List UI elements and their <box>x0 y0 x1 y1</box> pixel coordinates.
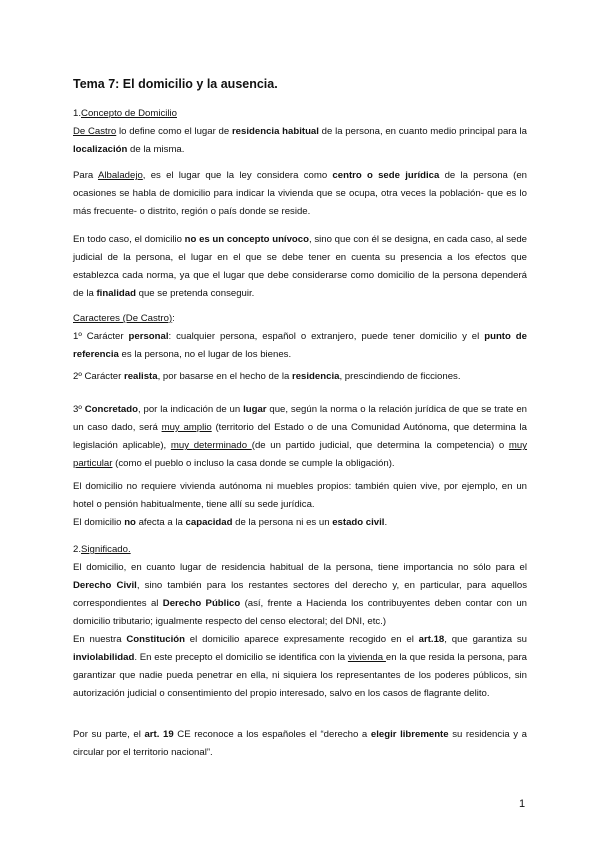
bold-text: Derecho Público <box>162 598 241 609</box>
text: de la persona (en ocasiones se habla de domicilio para indicar la vivienda que se ocupa, otra veces la población- que es lo más frecuente- o distrito, región o país donde se reside. <box>73 170 528 217</box>
text: 1º Carácter <box>73 331 129 342</box>
text: es la persona, no el lugar de los bienes. <box>118 349 292 360</box>
paragraph-art-19 <box>73 726 527 762</box>
text: el domicilio aparece expresamente recogido en el <box>184 634 419 645</box>
paragraph-importancia <box>73 559 527 631</box>
bold-text: estado civil <box>332 517 385 528</box>
bold-text: residencia habitual <box>231 126 319 137</box>
bold-text: no <box>124 517 136 528</box>
text: de la persona ni es un <box>232 517 333 528</box>
text: CE reconoce a los españoles el “derecho a <box>173 729 371 740</box>
section-number: 1. <box>73 108 82 119</box>
underlined-text: vivienda <box>347 652 386 663</box>
bold-text: Derecho Civil <box>73 580 137 591</box>
section-1-heading <box>73 105 527 123</box>
text: (de un partido judicial, que determina la competencia) o <box>251 440 509 451</box>
bold-text: elegir libremente <box>370 729 449 740</box>
bold-text: personal <box>128 331 169 342</box>
text: de la persona, en cuanto medio principal para la <box>318 126 528 137</box>
text: . En este precepto el domicilio se identifica con la <box>134 652 348 663</box>
text: Para <box>73 170 98 181</box>
section-2-significado <box>73 541 527 631</box>
text: 3º <box>73 404 85 415</box>
text: de la misma. <box>127 144 185 155</box>
caracter-2 <box>73 368 527 386</box>
text: , que garantiza su <box>444 634 527 645</box>
caracter-3 <box>73 401 527 473</box>
text: En todo caso, el domicilio <box>73 234 185 245</box>
nota-vivienda: El domicilio no requiere vivienda autónoma ni muebles propios: también quien vive, por ejemplo, en un hotel o pensión habitualmente, tiene allí su sede jurídica. <box>73 481 527 510</box>
text: , por basarse en el hecho de la <box>157 371 292 382</box>
caracter-1 <box>73 328 527 364</box>
bold-text: capacidad <box>185 517 233 528</box>
page-number: 1 <box>519 798 526 810</box>
text: afecta a la <box>135 517 186 528</box>
text: Por su parte, el <box>73 729 145 740</box>
section-1-concepto <box>73 105 527 159</box>
text: El domicilio <box>73 517 125 528</box>
bold-text: localización <box>73 144 128 155</box>
text: (así, frente a Hacienda los contribuyentes deben contar con un domicilio tributario; igualmente respecto del censo electoral; del DNI, etc.) <box>73 598 528 627</box>
text: lo define como el lugar de <box>116 126 232 137</box>
text: , sino que con él se designa, en cada caso, al sede judicial de la persona, el lugar en el que se debe tener en cuenta su presencia a los efectos que establezca cada norma, ya que el lugar que debe considerarse como domicilio de la persona dependerá de la <box>73 234 527 299</box>
bold-text: residencia <box>291 371 340 382</box>
heading-text: Caracteres (De Castro) <box>73 313 173 324</box>
text: En nuestra <box>73 634 127 645</box>
bold-text: no es un concepto unívoco <box>184 234 309 245</box>
text: (como el pueblo o incluso la casa donde se cumple la obligación). <box>112 458 395 469</box>
text: en la que resida la persona, para garantizar que nadie pueda penetrar en ella, ni siquiera los representantes de los poderes públicos, sin autorización judicial o consentimiento del propio interesado, salvo en los casos de flagrante delito. <box>73 652 527 699</box>
text: . <box>384 517 388 528</box>
underlined-text: muy determinado <box>170 440 252 451</box>
text: , es el lugar que la ley considera como <box>142 170 333 181</box>
bold-text: punto de referencia <box>73 331 527 360</box>
bold-text: realista <box>123 371 158 382</box>
section-caracteres <box>73 310 527 364</box>
bold-text: lugar <box>243 404 267 415</box>
section-heading-text: Significado. <box>81 544 131 555</box>
bold-text: centro o sede jurídica <box>332 170 440 181</box>
bold-text: finalidad <box>96 288 136 299</box>
paragraph-constitucion <box>73 631 527 703</box>
text: 2º Carácter <box>73 371 124 382</box>
text: su residencia y a circular por el territorio nacional”. <box>73 729 527 758</box>
document-title: Tema 7: El domicilio y la ausencia. <box>73 77 278 91</box>
section-heading-text: Concepto de Domicilio <box>81 108 177 119</box>
author-name: Albaladejo <box>97 170 143 181</box>
text: que, según la norma o la relación jurídica de que se trate en un caso dado, será <box>73 404 527 433</box>
underlined-text: muy amplio <box>161 422 212 433</box>
text: , prescindiendo de ficciones. <box>339 371 461 382</box>
text: que se pretenda conseguir. <box>135 288 255 299</box>
text: : cualquier persona, español o extranjero, puede tener domicilio y el <box>168 331 485 342</box>
section-number: 2. <box>73 544 82 555</box>
underlined-text: muy particular <box>73 440 527 469</box>
text: , por la indicación de un <box>138 404 244 415</box>
text: , sino también para los restantes sectores del derecho y, en particular, para aquellos correspondientes al <box>73 580 527 609</box>
bold-text: Constitución <box>126 634 185 645</box>
author-name: De Castro <box>73 126 117 137</box>
bold-text: art. 19 <box>144 729 174 740</box>
notas-domicilio <box>73 478 527 532</box>
paragraph-de-castro <box>73 123 527 159</box>
section-2-heading <box>73 541 527 559</box>
caracteres-heading <box>73 310 527 328</box>
paragraph-albaladejo <box>73 167 527 221</box>
paragraph-no-univoco <box>73 231 527 303</box>
nota-capacidad <box>73 514 527 532</box>
text: (territorio del Estado o de una Comunidad Autónoma, que determina la legislación aplicable), <box>73 422 527 451</box>
text: : <box>172 313 175 324</box>
bold-text: art.18 <box>418 634 445 645</box>
bold-text: inviolabilidad <box>73 652 135 663</box>
bold-text: Concretado <box>84 404 138 415</box>
text: El domicilio, en cuanto lugar de residencia habitual de la persona, tiene importancia no sólo para el <box>73 562 527 573</box>
